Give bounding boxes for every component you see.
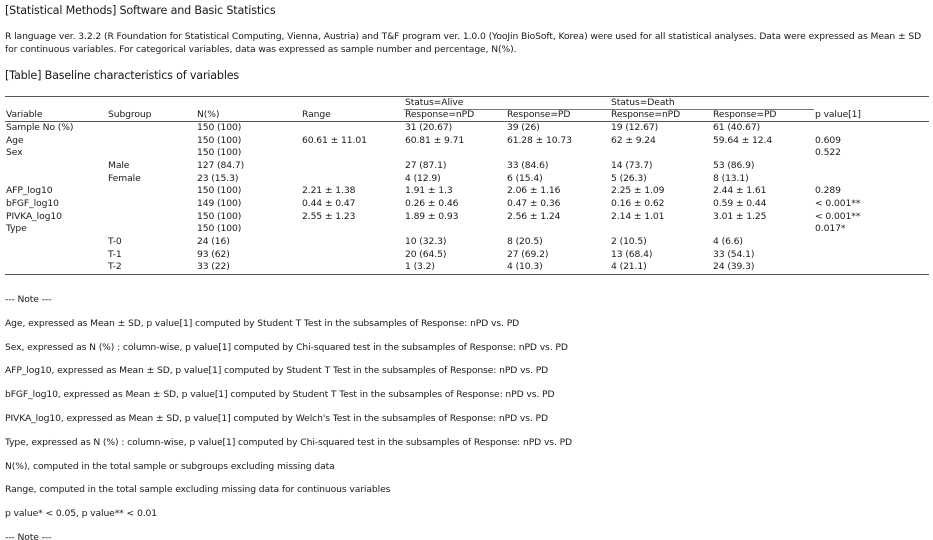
table-header-row <box>5 109 929 122</box>
table-cell <box>107 185 196 198</box>
table-cell <box>814 249 929 262</box>
table-row <box>5 185 929 198</box>
table-cell <box>506 223 610 236</box>
table-cell <box>404 147 506 160</box>
table-cell: 150 (100) <box>197 185 242 197</box>
table-cell: 0.44 ± 0.47 <box>302 198 356 210</box>
group-header-cell <box>5 97 107 110</box>
note-line: Range, computed in the total sample excluding missing data for continuous variables <box>5 484 391 496</box>
group-header-status-alive: Status=Alive <box>404 97 610 110</box>
table-cell: 0.609 <box>815 134 841 146</box>
table-cell: 2.25 ± 1.09 <box>611 185 665 197</box>
table-cell <box>5 236 107 249</box>
statistical-methods-title: [Statistical Methods] Software and Basic Statistics <box>5 4 276 17</box>
table-cell: 20 (64.5) <box>405 248 447 260</box>
table-cell: 4 (12.9) <box>405 172 441 184</box>
table-cell: 2.21 ± 1.38 <box>302 185 356 197</box>
table-cell <box>301 249 404 262</box>
table-cell: 59.64 ± 12.4 <box>713 134 773 146</box>
table-cell: 33 (84.6) <box>507 159 549 171</box>
table-cell <box>107 211 196 224</box>
table-cell: < 0.001** <box>815 198 861 210</box>
table-cell: 127 (84.7) <box>197 159 245 171</box>
column-header: Variable <box>5 109 107 122</box>
table-cell: 1.89 ± 0.93 <box>405 210 459 222</box>
table-cell <box>5 160 107 173</box>
table-cell: 23 (15.3) <box>197 172 239 184</box>
note-line: Age, expressed as Mean ± SD, p value[1] computed by Student T Test in the subsamples of Response: nPD vs. PD <box>5 317 520 329</box>
table-cell <box>5 173 107 186</box>
table-cell <box>107 122 196 135</box>
table-row <box>5 173 929 186</box>
table-row <box>5 160 929 173</box>
table-row <box>5 198 929 211</box>
table-cell: 14 (73.7) <box>611 159 653 171</box>
group-header-cell <box>814 97 929 110</box>
table-cell <box>712 223 814 236</box>
note-line: AFP_log10, expressed as Mean ± SD, p value[1] computed by Student T Test in the subsamples of Response: nPD vs. PD <box>5 365 549 377</box>
table-cell: T-1 <box>108 248 122 260</box>
table-cell: 33 (22) <box>196 261 301 274</box>
table-cell: 61 (40.67) <box>713 122 761 134</box>
table-cell: 150 (100) <box>197 223 242 235</box>
note-line: Sex, expressed as N (%) : column-wise, p value[1] computed by Chi-squared test in the subsamples of Response: nPD vs. PD <box>5 341 568 353</box>
table-cell: AFP_log10 <box>6 185 53 197</box>
table-title: [Table] Baseline characteristics of variables <box>5 69 240 82</box>
note-line: PIVKA_log10, expressed as Mean ± SD, p value[1] computed by Welch's Test in the subsamples of Response: nPD vs. PD <box>5 412 548 424</box>
table-cell: 0.522 <box>815 147 841 159</box>
table-cell <box>301 160 404 173</box>
note-line: p value* < 0.05, p value** < 0.01 <box>5 508 158 520</box>
table-cell: 93 (62) <box>197 248 230 260</box>
table-cell: 53 (86.9) <box>713 159 755 171</box>
table-row <box>5 236 929 249</box>
table-cell <box>712 147 814 160</box>
group-header-cell <box>107 97 196 110</box>
table-cell <box>301 261 404 274</box>
table-row <box>5 261 929 274</box>
note-line: Type, expressed as N (%) : column-wise, p value[1] computed by Chi-squared test in the subsamples of Response: nPD vs. PD <box>5 436 573 448</box>
table-cell: 2 (10.5) <box>611 236 647 248</box>
table-cell: 1 (3.2) <box>404 261 506 274</box>
table-cell: 4 (6.6) <box>713 236 743 248</box>
note-line: bFGF_log10, expressed as Mean ± SD, p value[1] computed by Student T Test in the subsamples of Response: nPD vs. PD <box>5 389 555 401</box>
table-cell: 27 (87.1) <box>405 159 447 171</box>
table-cell <box>610 147 712 160</box>
column-header: Response=PD <box>506 109 610 122</box>
table-cell: 13 (68.4) <box>611 248 653 260</box>
table-cell: PIVKA_log10 <box>6 210 62 222</box>
table-cell <box>107 135 196 148</box>
table-row <box>5 223 929 236</box>
table-cell: 8 (13.1) <box>713 172 749 184</box>
table-cell <box>814 236 929 249</box>
table-cell: 19 (12.67) <box>611 122 659 134</box>
table-row <box>5 211 929 224</box>
group-header-cell <box>301 97 404 110</box>
table-cell: 150 (100) <box>197 147 242 159</box>
table-cell: T-0 <box>108 236 122 248</box>
table-cell: 150 (100) <box>197 134 242 146</box>
table-cell <box>301 173 404 186</box>
table-cell: 61.28 ± 10.73 <box>507 134 572 146</box>
table-cell: T-2 <box>107 261 196 274</box>
table-cell <box>814 173 929 186</box>
column-header: Subgroup <box>107 109 196 122</box>
table-row <box>5 249 929 262</box>
table-cell <box>301 122 404 135</box>
table-cell <box>814 160 929 173</box>
table-cell: 24 (39.3) <box>712 261 814 274</box>
table-cell <box>506 147 610 160</box>
table-cell: Female <box>108 172 141 184</box>
column-header: N(%) <box>196 109 301 122</box>
baseline-characteristics-table <box>5 96 929 275</box>
table-cell: 2.56 ± 1.24 <box>507 210 561 222</box>
table-cell: bFGF_log10 <box>6 198 59 210</box>
table-cell <box>301 147 404 160</box>
table-cell: 60.81 ± 9.71 <box>405 134 465 146</box>
table-cell: 3.01 ± 1.25 <box>713 210 767 222</box>
column-header: Range <box>301 109 404 122</box>
table-cell: 2.06 ± 1.16 <box>507 185 561 197</box>
table-cell <box>301 236 404 249</box>
table-cell: 33 (54.1) <box>713 248 755 260</box>
table-cell: 0.59 ± 0.44 <box>713 198 767 210</box>
column-header: Response=nPD <box>404 109 506 122</box>
table-cell: 2.14 ± 1.01 <box>611 210 665 222</box>
table-cell: 6 (15.4) <box>507 172 543 184</box>
table-cell <box>814 122 929 135</box>
table-cell: 62 ± 9.24 <box>611 134 656 146</box>
group-header-cell <box>196 97 301 110</box>
table-cell <box>404 223 506 236</box>
column-header: Response=nPD <box>610 109 712 122</box>
table-cell <box>107 223 196 236</box>
table-cell: 0.26 ± 0.46 <box>405 198 459 210</box>
table-cell: 24 (16) <box>197 236 230 248</box>
table-cell: Male <box>108 159 130 171</box>
table-row <box>5 122 929 135</box>
table-cell: 149 (100) <box>197 198 242 210</box>
table-cell: Sex <box>6 147 23 159</box>
notes-section <box>5 294 930 540</box>
note-line: N(%), computed in the total sample or subgroups excluding missing data <box>5 460 335 472</box>
table-cell: 60.61 ± 11.01 <box>302 134 367 146</box>
table-cell: 2.55 ± 1.23 <box>302 210 356 222</box>
table-cell: 27 (69.2) <box>507 248 549 260</box>
table-cell: 31 (20.67) <box>405 122 453 134</box>
table-cell <box>301 223 404 236</box>
table-cell: 0.017* <box>815 223 846 235</box>
statistical-methods-text: R language ver. 3.2.2 (R Foundation for Statistical Computing, Vienna, Austria) and T&F program ver. 1.0.0 (YooJin BioSoft, Korea) were used for all statistical analyses. Data were expressed as Mean ± SD for continuous variables. For categorical variables, data was expressed as sample number and percentage, N(%). <box>5 31 922 55</box>
table-cell: 1.91 ± 1.3 <box>405 185 453 197</box>
table-cell: 5 (26.3) <box>611 172 647 184</box>
table-cell: 4 (21.1) <box>610 261 712 274</box>
table-group-header-row <box>5 97 929 110</box>
note-line: --- Note --- <box>5 294 52 305</box>
table-cell <box>107 147 196 160</box>
table-cell: < 0.001** <box>815 210 861 222</box>
table-cell: Sample No (%) <box>6 122 74 134</box>
table-cell: Type <box>6 223 27 235</box>
table-cell: 0.47 ± 0.36 <box>507 198 561 210</box>
table-cell <box>107 198 196 211</box>
table-cell <box>610 223 712 236</box>
table-cell <box>5 249 107 262</box>
table-cell: 0.16 ± 0.62 <box>611 198 665 210</box>
table-row <box>5 135 929 148</box>
column-header: Response=PD <box>712 109 814 122</box>
table-cell: 0.289 <box>815 185 841 197</box>
table-cell: 39 (26) <box>507 122 540 134</box>
table-cell <box>5 261 107 274</box>
table-cell: 8 (20.5) <box>507 236 543 248</box>
table-cell: 150 (100) <box>197 122 242 134</box>
note-line: --- Note --- <box>5 531 52 540</box>
table-cell: 150 (100) <box>197 210 242 222</box>
table-row <box>5 147 929 160</box>
table-cell: Age <box>6 134 24 146</box>
table-cell: 2.44 ± 1.61 <box>713 185 767 197</box>
table-cell: 4 (10.3) <box>506 261 610 274</box>
table-cell: 10 (32.3) <box>405 236 447 248</box>
column-header: p value[1] <box>814 109 929 122</box>
group-header-status-death: Status=Death <box>610 97 814 110</box>
table-cell <box>814 261 929 274</box>
